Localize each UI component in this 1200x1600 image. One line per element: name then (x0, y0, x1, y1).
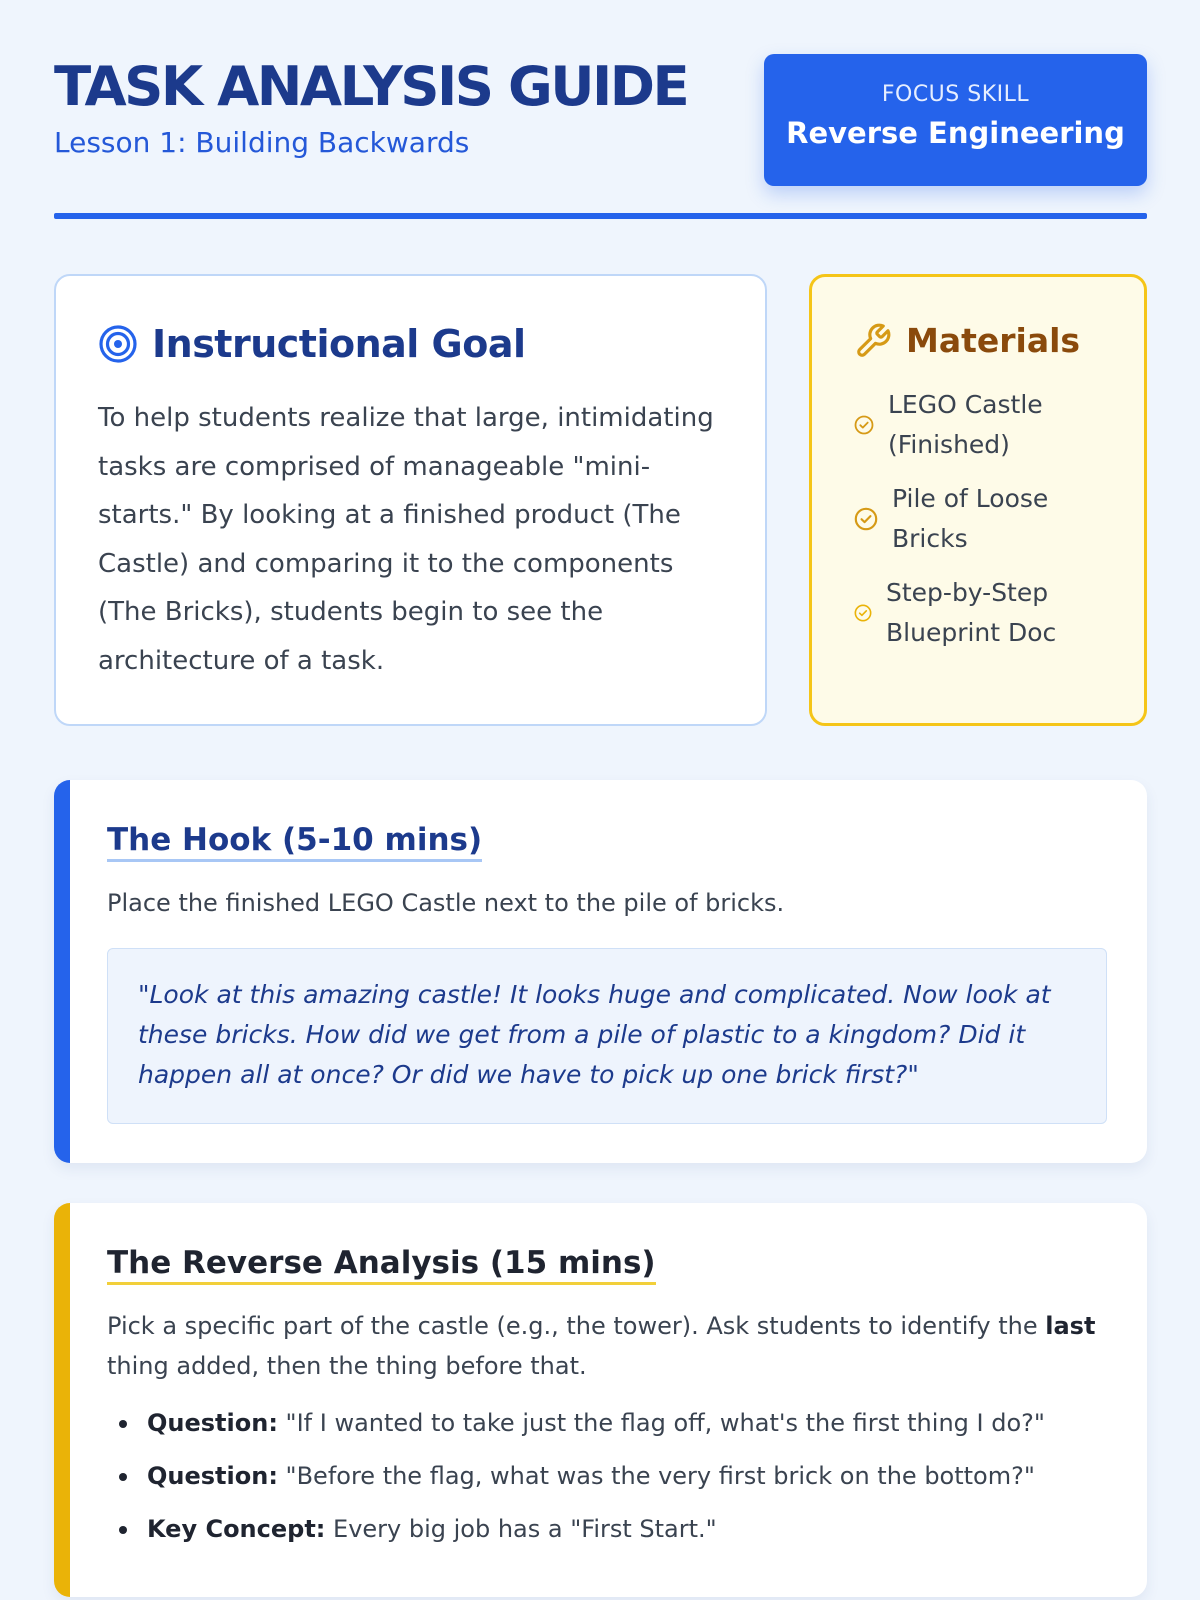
goal-title: Instructional Goal (152, 322, 526, 366)
list-item-key: Key Concept: (147, 1515, 326, 1543)
hook-title: The Hook (5-10 mins) (107, 822, 482, 862)
materials-title: Materials (906, 321, 1081, 360)
wrench-icon (854, 322, 892, 360)
hook-quote: "Look at this amazing castle! It looks huge and complicated. Now look at these bricks. How did we get from a pile of plastic to a kingdom? Did it happen all at once? Or did we have to pick up one brick first?" (107, 948, 1107, 1124)
reverse-title: The Reverse Analysis (15 mins) (107, 1245, 656, 1285)
list-item-key: Question: (147, 1409, 278, 1437)
check-circle-icon (854, 507, 878, 531)
reverse-text (107, 1306, 1097, 1386)
hook-section (54, 780, 1147, 1163)
reverse-text-bold: last (1045, 1312, 1096, 1340)
focus-skill-value: Reverse Engineering (786, 116, 1125, 150)
check-circle-icon (854, 604, 872, 622)
target-icon (98, 324, 138, 364)
reverse-analysis-section (54, 1203, 1147, 1597)
materials-item-label: LEGO Castle (Finished) (888, 390, 1043, 459)
materials-item (854, 385, 1124, 465)
materials-item (854, 479, 1124, 559)
list-item (107, 1403, 1107, 1443)
lesson-subtitle: Lesson 1: Building Backwards (54, 126, 470, 159)
focus-skill-badge (764, 54, 1147, 186)
materials-list (854, 385, 1124, 667)
materials-item-label: Step-by-Step Blueprint Doc (886, 578, 1057, 647)
reverse-text-after: thing added, then the thing before that. (107, 1352, 587, 1380)
list-item-text: Every big job has a "First Start." (325, 1515, 717, 1543)
list-item (107, 1456, 1107, 1496)
list-item-text: "Before the flag, what was the very first brick on the bottom?" (277, 1462, 1035, 1490)
reverse-accent-bar (54, 1203, 70, 1597)
focus-skill-label: FOCUS SKILL (881, 82, 1030, 107)
materials-item (854, 573, 1124, 653)
page-title: TASK ANALYSIS GUIDE (54, 55, 688, 118)
materials-card (809, 274, 1147, 726)
reverse-text-before: Pick a specific part of the castle (e.g., the tower). Ask students to identify the (107, 1312, 1046, 1340)
hook-accent-bar (54, 780, 70, 1163)
reverse-question-list (107, 1403, 1107, 1562)
goal-text: To help students realize that large, intimidating tasks are comprised of manageable "mini-starts." By looking at a finished product (The Castle) and comparing it to the components (The Bricks), students begin to see the architecture of a task. (98, 403, 714, 676)
list-item (107, 1509, 1107, 1549)
page-header (54, 52, 1147, 220)
hook-text: Place the finished LEGO Castle next to the pile of bricks. (107, 889, 785, 917)
check-circle-icon (854, 415, 874, 435)
list-item-key: Question: (147, 1462, 278, 1490)
header-divider (54, 213, 1147, 219)
instructional-goal-card (54, 274, 767, 726)
list-item-text: "If I wanted to take just the flag off, what's the first thing I do?" (277, 1409, 1045, 1437)
materials-item-label: Pile of Loose Bricks (892, 484, 1049, 553)
